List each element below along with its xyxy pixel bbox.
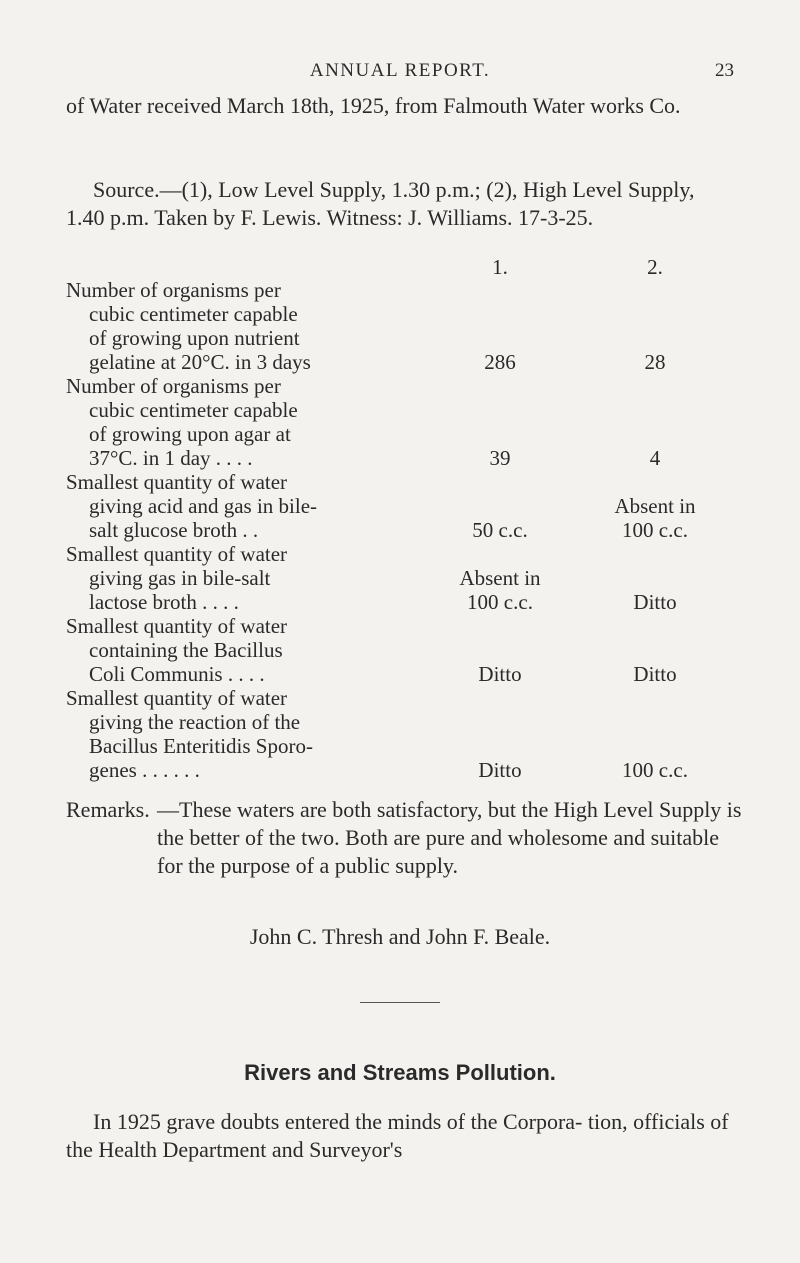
table-row-label <box>66 374 386 470</box>
table-row-label <box>66 686 386 782</box>
table-row-label <box>66 278 386 374</box>
table-row-label <box>66 614 386 686</box>
table-cell: 50 c.c. <box>472 518 528 542</box>
table-cell: Ditto <box>478 758 522 782</box>
table-cell: 100 c.c. <box>622 758 688 782</box>
source-paragraph: Source.—(1), Low Level Supply, 1.30 p.m.; (2), High Level Supply, 1.40 p.m. Taken by F. Lewis. Witness: J. Williams. 17-3-25. <box>66 177 695 230</box>
column-header-2: 2. <box>647 255 663 279</box>
section-heading: Rivers and Streams Pollution. <box>244 1060 556 1085</box>
label-line: Coli Communis . . . . <box>89 662 265 686</box>
remarks-label: Remarks. <box>66 797 150 822</box>
label-line: giving acid and gas in bile- <box>89 494 318 518</box>
label-line: salt glucose broth . . <box>89 518 259 542</box>
label-line: cubic centimeter capable <box>89 302 298 326</box>
table-cell: 4 <box>649 446 661 470</box>
label-line: 37°C. in 1 day . . . . <box>89 446 253 470</box>
table-cell: 28 <box>644 350 666 374</box>
table-cell: 286 <box>484 350 516 374</box>
label-line: gelatine at 20°C. in 3 days <box>89 350 311 374</box>
label-line: containing the Bacillus <box>89 638 283 662</box>
label-line: of growing upon nutrient <box>89 326 300 350</box>
table-row-label <box>66 542 386 614</box>
label-line: Smallest quantity of water <box>66 470 288 494</box>
label-line: Number of organisms per <box>66 278 281 302</box>
intro-paragraph: of Water received March 18th, 1925, from Falmouth Water works Co. <box>66 93 681 118</box>
remarks-block <box>66 796 746 880</box>
table-cell: Ditto <box>633 662 677 686</box>
label-line: giving gas in bile-salt <box>89 566 271 590</box>
signature: John C. Thresh and John F. Beale. <box>249 924 551 949</box>
label-line: of growing upon agar at <box>89 422 291 446</box>
label-line: genes . . . . . . <box>89 758 200 782</box>
column-header-1: 1. <box>492 255 508 279</box>
table-cell <box>425 566 575 614</box>
table-row-label <box>66 470 386 542</box>
cell-line: Absent in <box>459 566 541 590</box>
label-line: Number of organisms per <box>66 374 281 398</box>
table-cell <box>580 494 730 542</box>
cell-line: Absent in <box>614 494 696 518</box>
page-number: 23 <box>715 60 734 81</box>
cell-line: 100 c.c. <box>467 590 533 614</box>
label-line: Smallest quantity of water <box>66 686 288 710</box>
section-divider <box>360 1002 440 1003</box>
label-line: cubic centimeter capable <box>89 398 298 422</box>
cell-line: 100 c.c. <box>622 518 688 542</box>
table-cell: Ditto <box>633 590 677 614</box>
label-line: giving the reaction of the <box>89 710 301 734</box>
table-cell: 39 <box>489 446 511 470</box>
label-line: Bacillus Enteritidis Sporo- <box>89 734 313 758</box>
section-paragraph: In 1925 grave doubts entered the minds of the Corpora- tion, officials of the Health Department and Surveyor's <box>66 1109 729 1162</box>
running-title: ANNUAL REPORT. <box>309 60 491 81</box>
table-cell: Ditto <box>478 662 522 686</box>
label-line: Smallest quantity of water <box>66 614 288 638</box>
label-line: lactose broth . . . . <box>89 590 239 614</box>
remarks-text: —These waters are both satisfactory, but the High Level Supply is the better of the two. Both are pure and wholesome and suitable for the purpose of a public supply. <box>157 797 742 878</box>
label-line: Smallest quantity of water <box>66 542 288 566</box>
